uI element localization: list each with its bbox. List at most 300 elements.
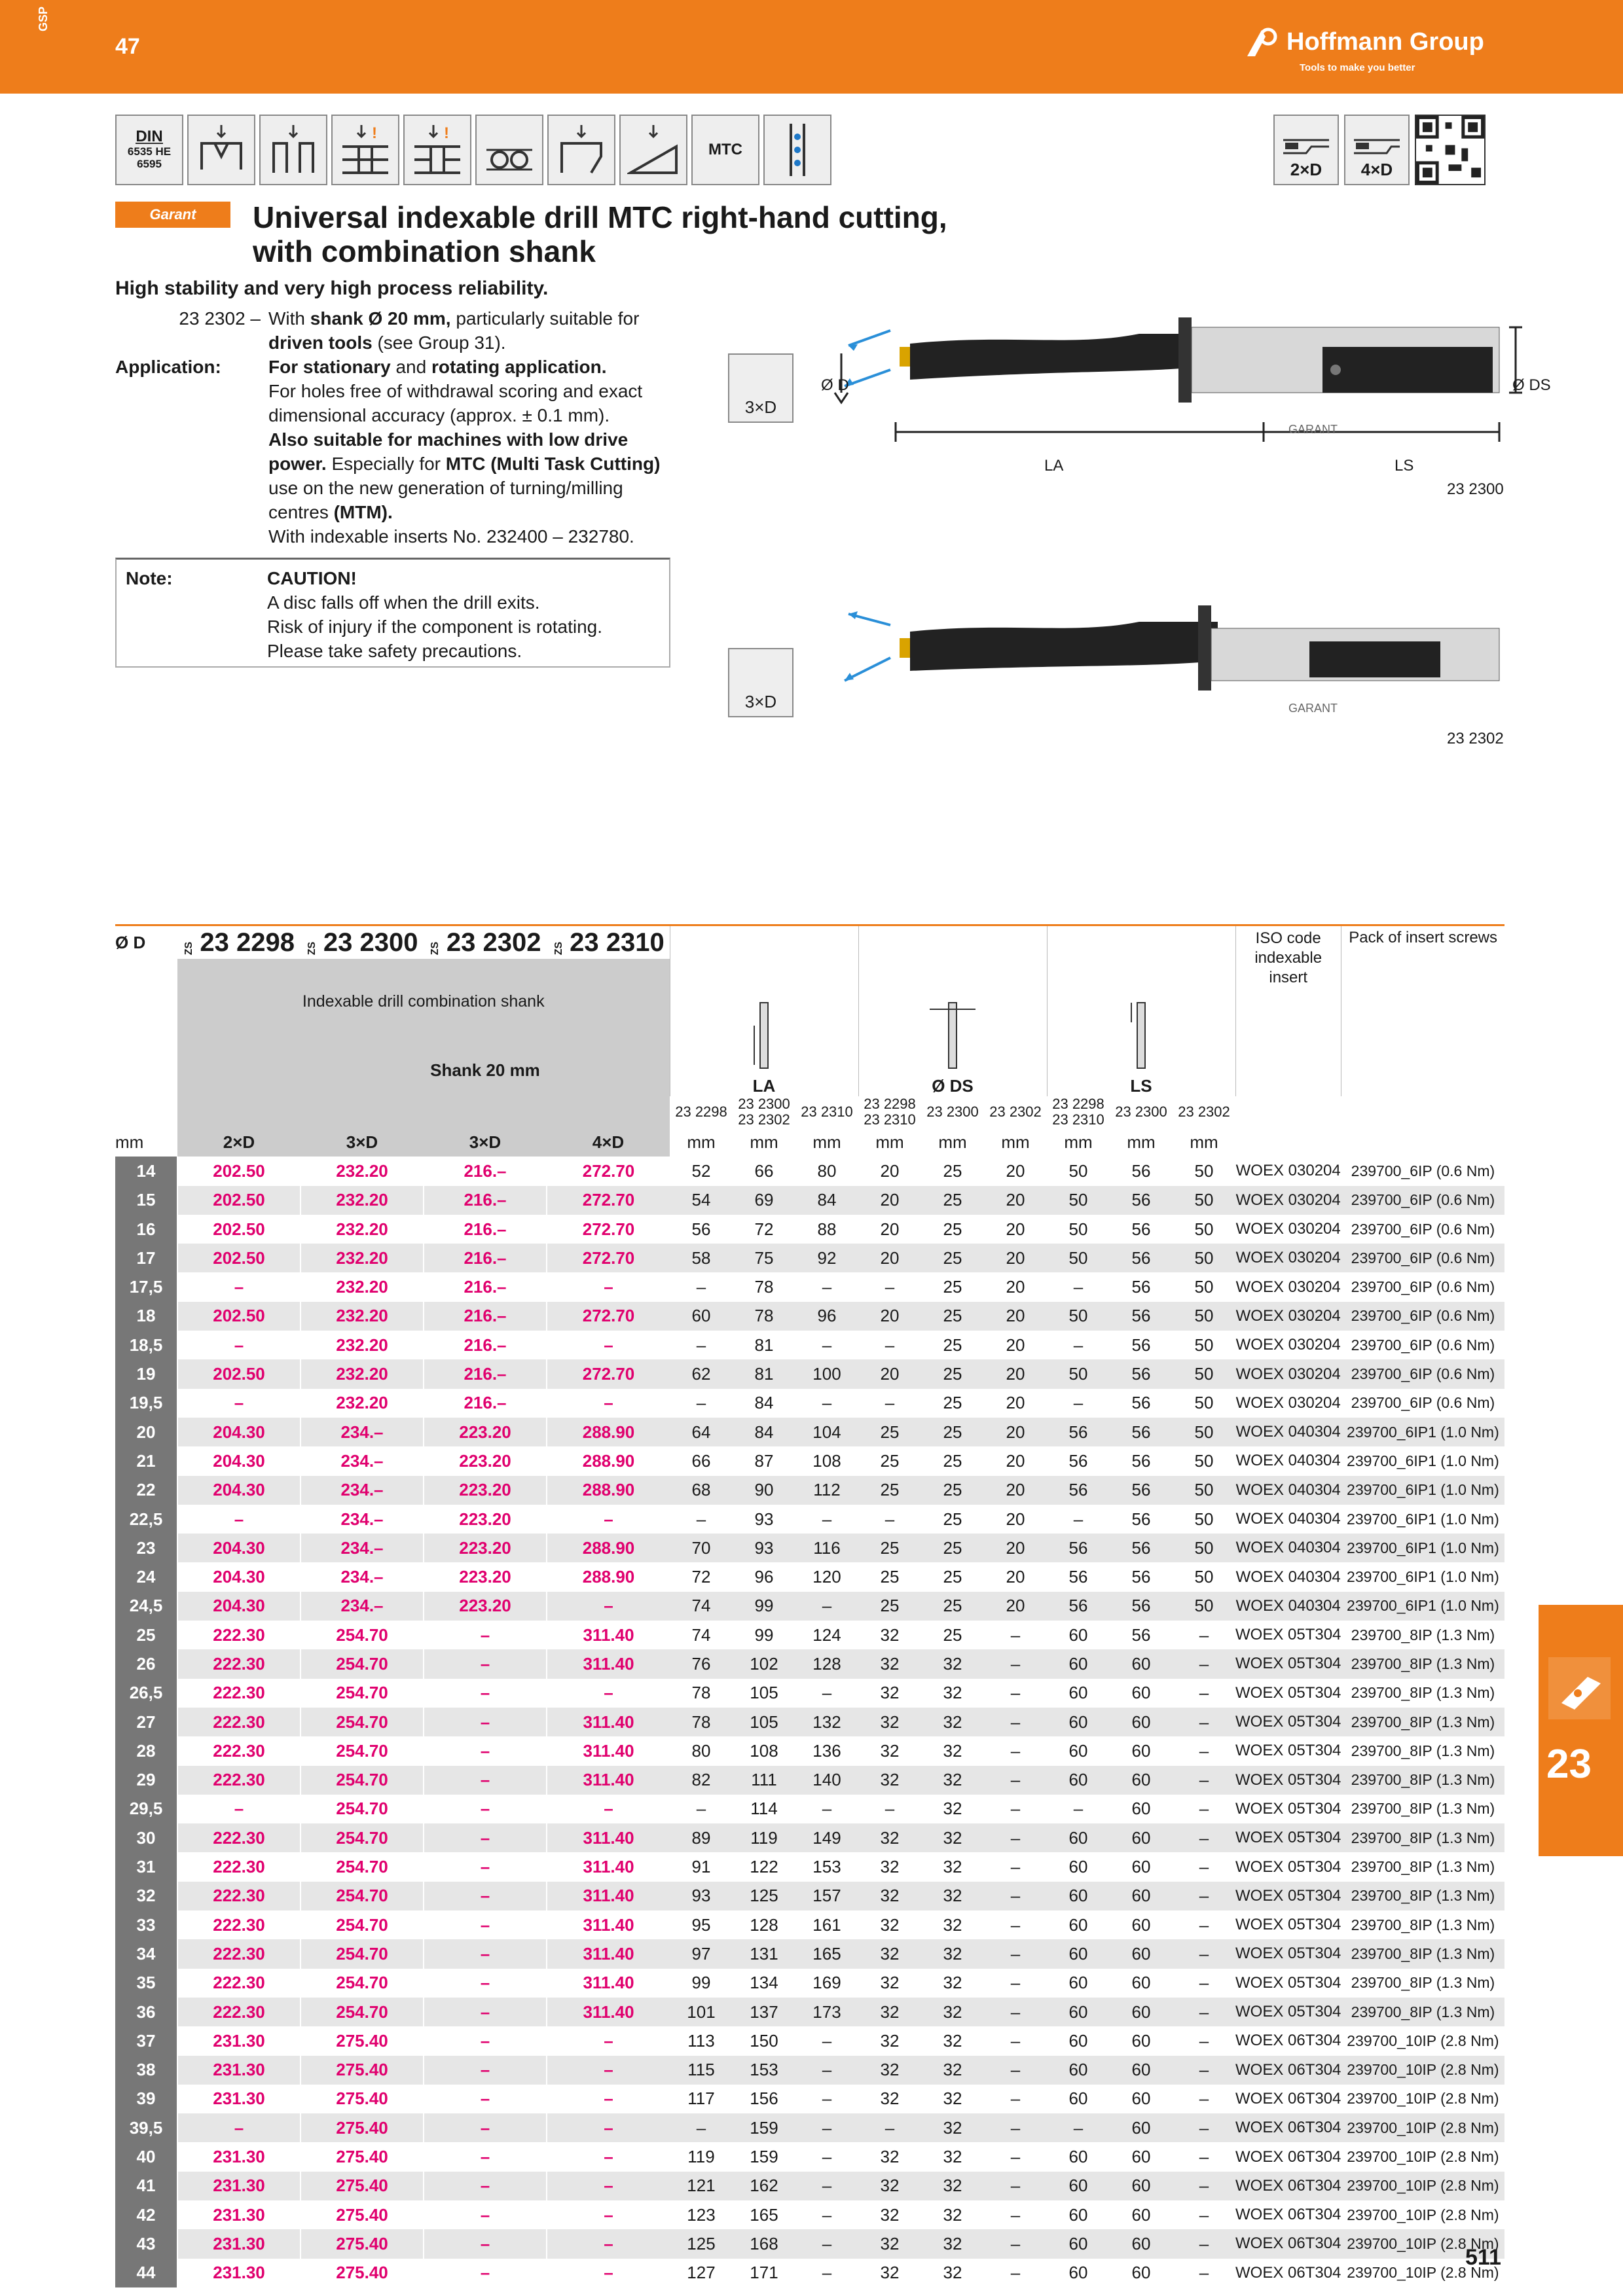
dimension-cell: 60	[1047, 1766, 1110, 1795]
dimension-cell: 72	[754, 1219, 774, 1239]
dimension-cell: 123	[687, 2204, 716, 2225]
dimension-cell: 60	[1110, 1939, 1173, 1968]
din-standard-icon	[115, 115, 183, 185]
screw-pack-cell: 239700_10IP (2.8 Nm)	[1341, 2172, 1504, 2200]
dimension-cell: 25	[943, 1450, 962, 1471]
dimension-cell: 20	[858, 1186, 921, 1215]
diameter-cell: 34	[115, 1939, 177, 1968]
table-row	[115, 2229, 1504, 2258]
table-row	[115, 1998, 1504, 2026]
dim-sub-2: 23 2300 23 2302	[733, 1096, 795, 1128]
description-block	[115, 306, 678, 548]
dimension-cell: 60	[1131, 2147, 1151, 2167]
price-cell: –	[424, 2113, 547, 2142]
dimension-cell: 50	[1047, 1186, 1110, 1215]
dimension-cell: 74	[691, 1624, 711, 1645]
table-row	[115, 2200, 1504, 2229]
dimension-cell: 50	[1194, 1450, 1214, 1471]
dimension-cell: 66	[754, 1160, 774, 1181]
dimension-cell: 32	[880, 1683, 900, 1703]
price-cell: –	[547, 1679, 670, 1708]
price-cell: 254.70	[301, 1998, 424, 2026]
price-cell: 232.20	[301, 1359, 424, 1388]
dimension-cell: 100	[795, 1359, 858, 1388]
table-row	[115, 1679, 1504, 1708]
table-row	[115, 2056, 1504, 2085]
dimension-cell: 20	[858, 1244, 921, 1272]
dimension-cell: –	[822, 1799, 832, 1819]
price-cell: –	[424, 2172, 547, 2200]
table-row	[115, 1736, 1504, 1765]
price-cell: 232.20	[301, 1244, 424, 1272]
price-cell: –	[424, 1939, 547, 1968]
dimension-cell: 60	[1131, 1914, 1151, 1935]
diameter-cell: 35	[115, 1969, 177, 1998]
zs-label-2: ZS	[306, 941, 318, 955]
table-row	[115, 1823, 1504, 1852]
svg-text:!: !	[372, 124, 377, 142]
diameter-cell: 31	[115, 1852, 177, 1881]
table-row	[115, 2142, 1504, 2171]
interrupted-cut-icon	[475, 115, 543, 185]
dimension-cell: 50	[1194, 1277, 1214, 1297]
dimension-cell: 20	[1006, 1509, 1025, 1529]
dimension-cell: 32	[880, 2147, 900, 2167]
dimension-cell: 60	[1047, 1649, 1110, 1678]
note-body	[267, 566, 602, 666]
dimension-cell: 32	[880, 1740, 900, 1761]
dimension-cell: 64	[670, 1418, 733, 1446]
dimension-cell: 90	[733, 1476, 795, 1505]
screw-pack-cell: 239700_10IP (2.8 Nm)	[1347, 2264, 1499, 2282]
dimension-cell: 60	[1110, 2229, 1173, 2258]
price-cell: –	[177, 2113, 301, 2142]
price-cell: 222.30	[177, 1708, 301, 1736]
dimension-cell: 32	[858, 1649, 921, 1678]
dimension-cell: 56	[1131, 1450, 1151, 1471]
dimension-cell: 78	[754, 1277, 774, 1297]
dimension-cell: 140	[795, 1766, 858, 1795]
dimension-cell: 25	[921, 1186, 984, 1215]
dimension-cell: –	[984, 2113, 1047, 2142]
dimension-cell: –	[1073, 1799, 1084, 1819]
price-cell: –	[547, 1795, 670, 1823]
dimension-cell: 60	[1131, 1857, 1151, 1877]
screw-pack-cell: 239700_6IP1 (1.0 Nm)	[1341, 1476, 1504, 1505]
dimension-cell: 25	[880, 1567, 900, 1587]
dimension-cell: 50	[1047, 1244, 1110, 1272]
dimension-cell: 69	[733, 1186, 795, 1215]
price-cell: 223.20	[424, 1562, 547, 1591]
table-row	[115, 1795, 1504, 1823]
dimension-cell: 25	[943, 1277, 962, 1297]
price-cell: 272.70	[547, 1359, 670, 1388]
app-text-i: (MTM).	[333, 502, 393, 522]
ratio-3xd-icon-2	[728, 648, 793, 717]
screw-pack-cell: 239700_10IP (2.8 Nm)	[1341, 2056, 1504, 2085]
screw-pack-cell: 239700_8IP (1.3 Nm)	[1341, 1823, 1504, 1852]
dimension-cell: 25	[921, 1592, 984, 1621]
dimension-cell: 32	[943, 1973, 962, 1993]
price-cell: 204.30	[177, 1418, 301, 1446]
iso-code-cell: WOEX 06T304	[1235, 2032, 1341, 2050]
dimension-cell: 169	[812, 1973, 841, 1993]
price-cell: 216.–	[424, 1215, 547, 1244]
dimension-cell: 32	[921, 1882, 984, 1910]
price-cell: –	[424, 2259, 547, 2287]
dimension-subheader-row	[115, 1096, 1504, 1128]
price-cell: –	[177, 1272, 301, 1301]
price-cell: –	[177, 1389, 301, 1418]
dimension-cell: 162	[733, 2172, 795, 2200]
table-row	[115, 1186, 1504, 1215]
dimension-cell: 25	[921, 1359, 984, 1388]
dimension-cell: –	[1173, 1823, 1235, 1852]
price-cell: 234.–	[301, 1534, 424, 1562]
dimension-cell: 171	[750, 2263, 778, 2283]
diameter-cell: 28	[115, 1736, 177, 1765]
dimension-cell: –	[1010, 1973, 1021, 1993]
price-cell: 311.40	[547, 1969, 670, 1998]
dimension-cell: 60	[670, 1302, 733, 1331]
dimension-cell: 56	[1068, 1450, 1088, 1471]
price-cell: 254.70	[301, 1736, 424, 1765]
dimension-cell: –	[822, 2089, 832, 2109]
iso-code-cell: WOEX 030204	[1235, 1302, 1341, 1331]
dimension-cell: 25	[858, 1476, 921, 1505]
dimension-cell: 60	[1068, 1857, 1088, 1877]
price-cell: 223.20	[424, 1505, 547, 1534]
dimension-cell: –	[795, 1592, 858, 1621]
dimension-cell: 78	[670, 1708, 733, 1736]
dimension-cell: 96	[795, 1302, 858, 1331]
price-cell: 234.–	[301, 1592, 424, 1621]
dimension-cell: –	[884, 1393, 895, 1413]
dim-sub-9: 23 2302	[1173, 1096, 1235, 1128]
dimension-cell: –	[822, 1335, 832, 1355]
screw-pack-cell: 239700_8IP (1.3 Nm)	[1341, 1708, 1504, 1736]
iso-code-cell: WOEX 06T304	[1235, 2113, 1341, 2142]
dimension-cell: 80	[817, 1160, 837, 1181]
price-cell: 222.30	[177, 1852, 301, 1881]
dimension-cell: 60	[1131, 2089, 1151, 2109]
dimension-cell: 128	[795, 1649, 858, 1678]
dimension-cell: 95	[691, 1914, 711, 1935]
dimension-cell: 116	[795, 1534, 858, 1562]
price-cell: 202.50	[177, 1186, 301, 1215]
dimension-cell: 56	[1110, 1592, 1173, 1621]
dimension-cell: 134	[750, 1973, 778, 1993]
price-cell: 204.30	[177, 1446, 301, 1475]
diameter-cell: 27	[115, 1708, 177, 1736]
price-cell: 272.70	[547, 1157, 670, 1185]
dimension-cell: –	[1199, 2204, 1209, 2225]
table-row	[115, 1969, 1504, 1998]
dimension-cell: 60	[1110, 1823, 1173, 1852]
iso-code-cell: WOEX 040304	[1235, 1418, 1341, 1446]
table-row	[115, 1389, 1504, 1418]
iso-code-cell: WOEX 05T304	[1235, 1742, 1341, 1760]
price-cell: –	[424, 1649, 547, 1678]
price-cell: –	[424, 2200, 547, 2229]
dimension-cell: 60	[1068, 2263, 1088, 2283]
screw-pack-cell: 239700_6IP (0.6 Nm)	[1341, 1244, 1504, 1272]
dimension-cell: 60	[1110, 2172, 1173, 2200]
price-cell: 223.20	[424, 1592, 547, 1621]
application-text	[268, 355, 668, 548]
screw-pack-cell: 239700_10IP (2.8 Nm)	[1347, 2206, 1499, 2223]
dimension-cell: 56	[1110, 1302, 1173, 1331]
price-cell: 216.–	[424, 1359, 547, 1388]
screw-pack-header: Pack of insert screws	[1341, 925, 1504, 1097]
dimension-cell: 20	[984, 1359, 1047, 1388]
dimension-cell: –	[984, 1939, 1047, 1968]
zs-label-3: ZS	[429, 941, 441, 955]
dimension-cell: 60	[1068, 1683, 1088, 1703]
dimension-cell: 20	[880, 1219, 900, 1239]
dimension-cell: –	[795, 2056, 858, 2085]
diameter-cell: 32	[115, 1882, 177, 1910]
dimension-cell: 20	[984, 1476, 1047, 1505]
ds-header-label: Ø DS	[932, 1076, 974, 1096]
price-cell: –	[547, 2142, 670, 2171]
price-cell: –	[547, 1272, 670, 1301]
table-row	[115, 1882, 1504, 1910]
dimension-cell: 25	[921, 1302, 984, 1331]
note-label: Note:	[126, 568, 173, 588]
iso-code-cell: WOEX 030204	[1235, 1393, 1341, 1412]
dimension-cell: 119	[687, 2147, 715, 2167]
brand-name: Hoffmann Group	[1286, 27, 1484, 56]
dimension-cell: –	[1173, 1766, 1235, 1795]
price-cell: 311.40	[547, 1708, 670, 1736]
iso-code-header: ISO code indexable insert	[1235, 925, 1341, 1097]
ls-header	[1047, 925, 1235, 1097]
price-cell: –	[547, 1505, 670, 1534]
dimension-cell: 75	[733, 1244, 795, 1272]
dimension-cell: –	[1173, 2229, 1235, 2258]
dimension-cell: –	[822, 1509, 832, 1529]
ratio-3xd-label-2: 3×D	[744, 692, 777, 711]
article-232298	[177, 925, 301, 960]
dimension-cell: 32	[880, 1857, 900, 1877]
price-cell: 202.50	[177, 1215, 301, 1244]
mtc-badge: MTC	[691, 115, 759, 185]
screw-pack-cell: 239700_8IP (1.3 Nm)	[1351, 1626, 1495, 1643]
dimension-cell: –	[696, 1277, 706, 1297]
dimension-cell: –	[984, 1998, 1047, 2026]
dimension-cell: 56	[1110, 1534, 1173, 1562]
dimension-cell: 52	[691, 1160, 711, 1181]
price-cell: 222.30	[177, 1910, 301, 1939]
iso-code-cell: WOEX 040304	[1235, 1568, 1341, 1586]
dimension-cell: 102	[733, 1649, 795, 1678]
item-text-e: (see Group 31).	[372, 332, 506, 353]
dimension-cell: 99	[691, 1973, 711, 1993]
screw-pack-cell: 239700_6IP1 (1.0 Nm)	[1341, 1534, 1504, 1562]
screw-pack-cell: 239700_8IP (1.3 Nm)	[1341, 1766, 1504, 1795]
price-cell: 272.70	[547, 1215, 670, 1244]
unit-cell: mm	[858, 1128, 921, 1157]
dimension-cell: 131	[733, 1939, 795, 1968]
screw-pack-cell: 239700_6IP (0.6 Nm)	[1341, 1186, 1504, 1215]
dimension-cell: 50	[1173, 1186, 1235, 1215]
dimension-cell: 125	[670, 2229, 733, 2258]
price-cell: –	[547, 2200, 670, 2229]
dimension-cell: 32	[943, 1914, 962, 1935]
price-cell: 202.50	[177, 1359, 301, 1388]
ls-dimension-icon	[1128, 999, 1154, 1071]
dimension-cell: 159	[733, 2113, 795, 2142]
dimension-cell: –	[1199, 2030, 1209, 2051]
dimension-cell: 125	[733, 1882, 795, 1910]
title-line-1: Universal indexable drill MTC right-hand cutting,	[253, 200, 947, 234]
price-cell: 311.40	[547, 1939, 670, 1968]
price-cell: 254.70	[301, 1621, 424, 1649]
page-number-bottom: 511	[1465, 2245, 1501, 2270]
blank-cell-12	[1341, 1096, 1504, 1128]
price-cell: 254.70	[301, 1882, 424, 1910]
diameter-cell: 15	[115, 1186, 177, 1215]
price-cell: 216.–	[424, 1272, 547, 1301]
dimension-cell: –	[1199, 1799, 1209, 1819]
depth-ratio-icons	[1273, 115, 1486, 185]
dimension-cell: 56	[1110, 1244, 1173, 1272]
brand-mark-icon	[1247, 27, 1280, 56]
dimension-cell: 25	[858, 1534, 921, 1562]
note-line-3: Please take safety precautions.	[267, 641, 522, 661]
dimension-cell: 72	[691, 1567, 711, 1587]
indexable-insert-icon	[1539, 1605, 1623, 1736]
item-text-b: shank Ø 20 mm,	[310, 308, 451, 329]
dimension-cell: 153	[733, 2056, 795, 2085]
dimension-cell: –	[1073, 1335, 1084, 1355]
dimension-cell: –	[984, 1766, 1047, 1795]
price-cell: 232.20	[301, 1215, 424, 1244]
dimension-cell: 132	[795, 1708, 858, 1736]
table-row	[115, 2172, 1504, 2200]
price-cell: 234.–	[301, 1562, 424, 1591]
article-232310	[547, 925, 670, 960]
blank-cell-14	[1341, 1128, 1504, 1157]
diameter-cell: 41	[115, 2172, 177, 2200]
dimension-cell: 32	[880, 1973, 900, 1993]
group-number: 23	[1546, 1742, 1592, 1787]
price-cell: 222.30	[177, 1736, 301, 1765]
dimension-cell: 32	[921, 2056, 984, 2085]
dimension-cell: 32	[921, 2113, 984, 2142]
dimension-cell: 112	[795, 1476, 858, 1505]
dimension-cell: –	[822, 2263, 832, 2283]
drilling-operation-icon	[187, 115, 255, 185]
item-text-a: With	[268, 308, 310, 329]
dimension-cell: 50	[1173, 1476, 1235, 1505]
table-row	[115, 1359, 1504, 1388]
dimension-cell: 60	[1131, 1799, 1151, 1819]
table-row	[115, 1939, 1504, 1968]
article-232300	[301, 925, 424, 960]
dimension-cell: 93	[733, 1534, 795, 1562]
table-row	[115, 1446, 1504, 1475]
dimension-cell: 120	[812, 1567, 841, 1587]
dimension-cell: 25	[943, 1335, 962, 1355]
dimension-cell: 70	[670, 1534, 733, 1562]
dimension-cell: –	[884, 1335, 895, 1355]
table-row	[115, 1272, 1504, 1301]
price-cell: –	[547, 1592, 670, 1621]
dimension-cell: 105	[750, 1683, 778, 1703]
blank-cell-13	[1235, 1128, 1341, 1157]
dimension-cell: 60	[1047, 2172, 1110, 2200]
dimension-cell: 20	[984, 1244, 1047, 1272]
stacked-plates-icon	[331, 115, 399, 185]
price-cell: 254.70	[301, 1910, 424, 1939]
price-cell: 232.20	[301, 1331, 424, 1359]
dimension-cell: 32	[943, 2263, 962, 2283]
price-cell: –	[424, 2085, 547, 2113]
dimension-cell: 161	[812, 1914, 841, 1935]
dimension-cell: 25	[943, 1219, 962, 1239]
price-cell: 222.30	[177, 1679, 301, 1708]
price-cell: 223.20	[424, 1446, 547, 1475]
dimension-cell: 74	[670, 1592, 733, 1621]
app-text-e: Also suitable for machines with low drive power.	[268, 429, 629, 474]
screw-pack-cell: 239700_8IP (1.3 Nm)	[1351, 1858, 1495, 1876]
dimension-cell: –	[1010, 1740, 1021, 1761]
iso-code-cell: WOEX 06T304	[1235, 2056, 1341, 2085]
price-cell: 222.30	[177, 1998, 301, 2026]
dimension-cell: 50	[1173, 1244, 1235, 1272]
price-cell: 288.90	[547, 1418, 670, 1446]
dimension-cell: 99	[754, 1624, 774, 1645]
dimension-cell: –	[984, 1882, 1047, 1910]
note-line-2: Risk of injury if the component is rotating.	[267, 617, 603, 637]
dimension-cell: 96	[754, 1567, 774, 1587]
price-cell: 311.40	[547, 1649, 670, 1678]
screw-pack-cell: 239700_10IP (2.8 Nm)	[1347, 2032, 1499, 2049]
iso-code-cell: WOEX 05T304	[1235, 1916, 1341, 1934]
dimension-cell: 113	[687, 2030, 715, 2051]
app-text-d: For holes free of withdrawal scoring and exact dimensional accuracy (approx. ± 0.1 mm).	[268, 381, 643, 425]
intro-text: High stability and very high process reliability.	[115, 278, 549, 299]
unit-row	[115, 1128, 1504, 1157]
dimension-cell: –	[984, 2172, 1047, 2200]
diameter-cell: 17,5	[115, 1272, 177, 1301]
iso-code-cell: WOEX 030204	[1235, 1244, 1341, 1272]
dimension-cell: 56	[1068, 1567, 1088, 1587]
dimension-cell: 60	[1047, 1708, 1110, 1736]
dimension-cell: 56	[1131, 1393, 1151, 1413]
page-number-top: 47	[115, 34, 140, 59]
dimension-cell: 60	[1068, 2147, 1088, 2167]
dimension-cell: 68	[670, 1476, 733, 1505]
blank-cell-6	[115, 1096, 177, 1128]
price-cell: 234.–	[301, 1418, 424, 1446]
price-cell: 216.–	[424, 1244, 547, 1272]
price-cell: –	[424, 1708, 547, 1736]
table-row	[115, 1331, 1504, 1359]
dimension-cell: –	[795, 2113, 858, 2142]
price-cell: –	[424, 2142, 547, 2171]
price-cell: –	[424, 1998, 547, 2026]
price-cell: 232.20	[301, 1272, 424, 1301]
blank-cell-8	[301, 1096, 424, 1128]
dimension-cell: 20	[984, 1186, 1047, 1215]
dimension-cell: 32	[880, 1914, 900, 1935]
dimension-cell: 25	[943, 1624, 962, 1645]
price-cell: 216.–	[424, 1157, 547, 1185]
screw-pack-cell: 239700_6IP (0.6 Nm)	[1351, 1162, 1495, 1179]
